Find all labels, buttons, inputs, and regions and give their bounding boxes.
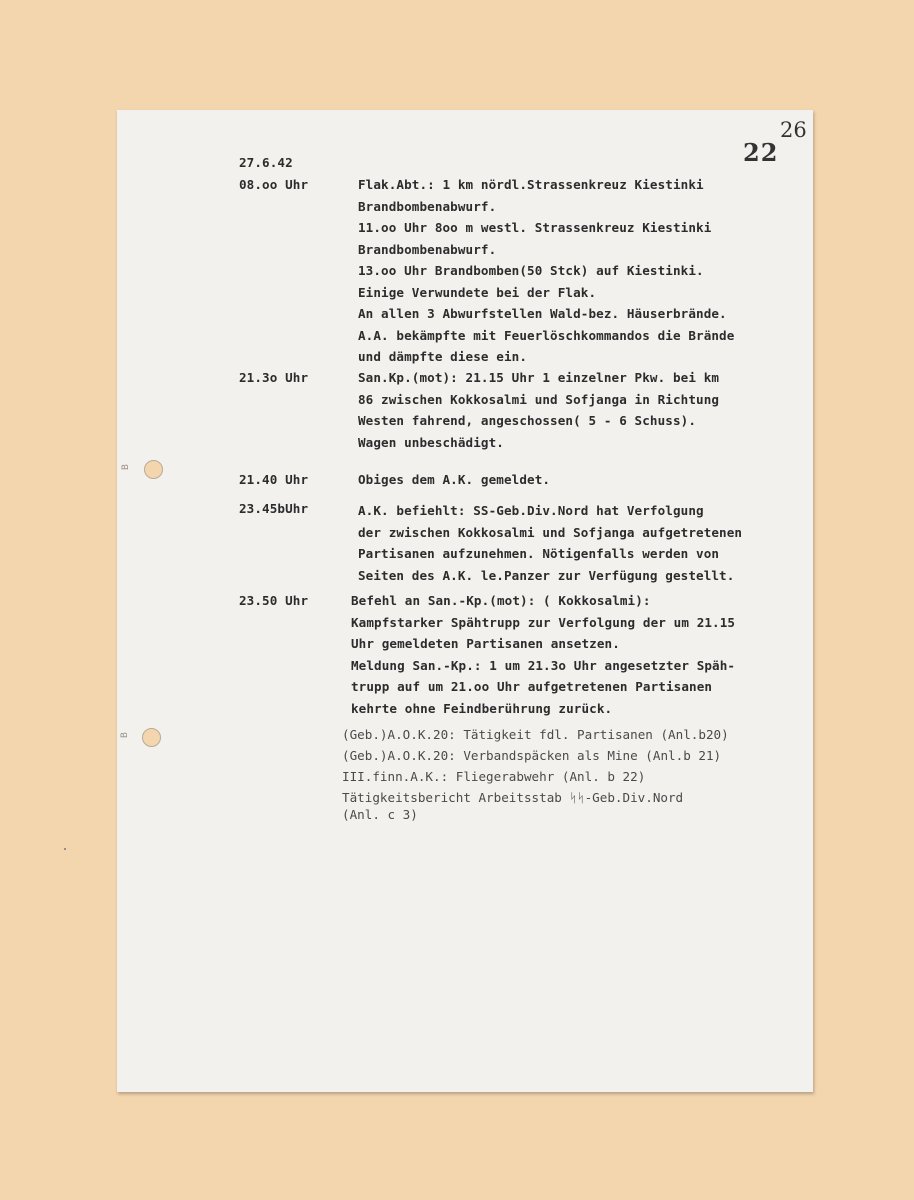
entry-time: 21.40 Uhr <box>239 472 309 487</box>
entry-text <box>358 367 719 453</box>
entry-line: trupp auf um 21.oo Uhr aufgetretenen Partisanen <box>351 679 713 694</box>
entry-line: A.K. befiehlt: SS-Geb.Div.Nord hat Verfolgung <box>358 503 704 518</box>
annex-references <box>342 724 729 822</box>
entry-text <box>358 469 550 491</box>
entry-line: An allen 3 Abwurfstellen Wald-bez. Häuserbrände. <box>358 306 727 321</box>
annex-line: Tätigkeitsbericht Arbeitsstab ᛋᛋ-Geb.Div.Nord <box>342 790 684 805</box>
entry-time: 21.3o Uhr <box>239 370 309 385</box>
entry-line: Brandbombenabwurf. <box>358 241 497 257</box>
entry-line: und dämpfte diese ein. <box>358 349 528 364</box>
date-heading: 27.6.42 <box>239 155 293 170</box>
entry-line: 11.oo Uhr 8oo m westl. Strassenkreuz Kiestinki <box>358 220 712 235</box>
entry-line: 13.oo Uhr Brandbomben(50 Stck) auf Kiestinki. <box>358 263 704 278</box>
entry-line: Partisanen aufzunehmen. Nötigenfalls werden von <box>358 546 720 561</box>
entry-text <box>358 500 742 586</box>
annex-line: (Geb.)A.O.K.20: Tätigkeit fdl. Partisanen (Anl.b20) <box>342 727 729 742</box>
entry-text <box>358 174 734 368</box>
hole-mark-lower: B <box>120 731 131 739</box>
entry-line: Westen fahrend, angeschossen( 5 - 6 Schuss). <box>358 413 697 428</box>
entry-line: San.Kp.(mot): 21.15 Uhr 1 einzelner Pkw. bei km <box>358 370 720 385</box>
entry-line: Obiges dem A.K. gemeldet. <box>358 472 551 487</box>
hole-mark-upper: B <box>121 463 132 471</box>
entry-line: kehrte ohne Feindberührung zurück. <box>351 700 613 716</box>
entry-line: 86 zwischen Kokkosalmi und Sofjanga in Richtung <box>358 391 720 407</box>
entry-time: 23.50 Uhr <box>239 593 309 608</box>
typed-page-number: 22 <box>743 138 779 167</box>
entry-line: Kampfstarker Spähtrupp zur Verfolgung der um 21.15 <box>351 614 736 630</box>
entry-line: der zwischen Kokkosalmi und Sofjanga aufgetretenen <box>358 524 743 540</box>
entry-line: Brandbombenabwurf. <box>358 198 497 214</box>
punch-hole-upper <box>144 460 163 479</box>
entry-line: Befehl an San.-Kp.(mot): ( Kokkosalmi): <box>351 593 651 608</box>
annex-line: (Geb.)A.O.K.20: Verbandspäcken als Mine (Anl.b 21) <box>342 748 722 763</box>
paper-speck <box>64 848 66 850</box>
entry-line: Wagen unbeschädigt. <box>358 434 504 450</box>
entry-time: 08.oo Uhr <box>239 177 309 192</box>
entry-line: Meldung San.-Kp.: 1 um 21.3o Uhr angesetzter Späh- <box>351 657 736 673</box>
entry-line: Seiten des A.K. le.Panzer zur Verfügung gestellt. <box>358 567 735 583</box>
annex-line: III.finn.A.K.: Fliegerabwehr (Anl. b 22) <box>342 769 646 784</box>
stamped-page-number: 26 <box>780 118 807 142</box>
entry-text <box>351 590 735 719</box>
entry-line: A.A. bekämpfte mit Feuerlöschkommandos die Brände <box>358 327 735 343</box>
document-page <box>117 110 813 1092</box>
entry-time: 23.45bUhr <box>239 501 309 516</box>
annex-line: (Anl. c 3) <box>342 807 418 822</box>
entry-line: Flak.Abt.: 1 km nördl.Strassenkreuz Kiestinki <box>358 177 704 192</box>
entry-line: Einige Verwundete bei der Flak. <box>358 284 597 300</box>
punch-hole-lower <box>142 728 161 747</box>
entry-line: Uhr gemeldeten Partisanen ansetzen. <box>351 636 620 651</box>
